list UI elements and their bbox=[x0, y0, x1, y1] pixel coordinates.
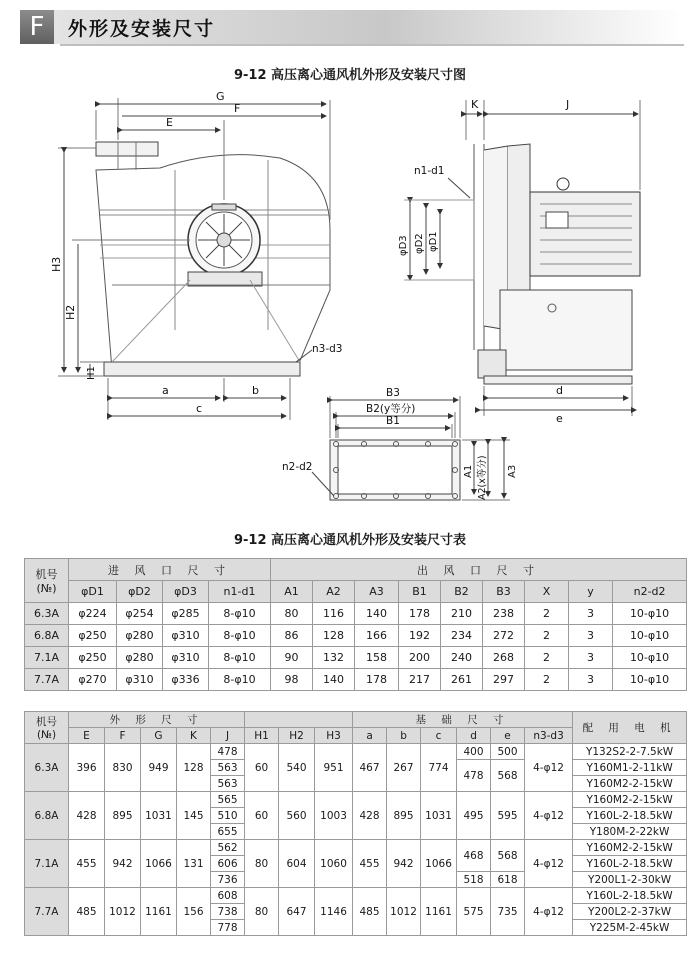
table-cell: H3 bbox=[315, 728, 353, 744]
table-cell: 510 bbox=[211, 808, 245, 824]
table-cell: F bbox=[105, 728, 141, 744]
table-cell: 2 bbox=[525, 603, 569, 625]
dim-K: K bbox=[471, 98, 479, 111]
table-cell: 562 bbox=[211, 840, 245, 856]
table-row bbox=[25, 603, 687, 625]
table-cell: 80 bbox=[245, 888, 279, 936]
table-cell: 478 bbox=[211, 744, 245, 760]
section-header bbox=[20, 10, 684, 44]
table-cell: φ270 bbox=[69, 669, 117, 691]
table-cell: 3 bbox=[569, 625, 613, 647]
table-cell: A2 bbox=[313, 581, 355, 603]
dim-a: a bbox=[162, 384, 169, 397]
table-cell: 3 bbox=[569, 669, 613, 691]
table-cell: φD2 bbox=[117, 581, 163, 603]
table-cell: 455 bbox=[353, 840, 387, 888]
dim-A1: A1 bbox=[463, 464, 474, 478]
table-cell: 895 bbox=[105, 792, 141, 840]
table-cell: 618 bbox=[491, 872, 525, 888]
table-row bbox=[25, 647, 687, 669]
dim-d: d bbox=[556, 384, 563, 397]
header-text: (№) bbox=[36, 729, 57, 741]
table-cell: 145 bbox=[177, 792, 211, 840]
table-cell: Y160M2-2-15kW bbox=[573, 776, 687, 792]
table-cell: X bbox=[525, 581, 569, 603]
table-cell: 4-φ12 bbox=[525, 792, 573, 840]
header-text: 机号 bbox=[36, 716, 57, 728]
table-cell: 156 bbox=[177, 888, 211, 936]
table-cell: 495 bbox=[457, 792, 491, 840]
table-cell: y bbox=[569, 581, 613, 603]
table-cell: 80 bbox=[245, 840, 279, 888]
table-cell: 267 bbox=[387, 744, 421, 792]
table-cell: 10-φ10 bbox=[613, 647, 687, 669]
table-cell: 210 bbox=[441, 603, 483, 625]
fan-drawings bbox=[0, 80, 700, 520]
table-cell: 606 bbox=[211, 856, 245, 872]
table-cell: 1161 bbox=[421, 888, 457, 936]
table-cell bbox=[245, 712, 353, 728]
table-cell: 10-φ10 bbox=[613, 603, 687, 625]
table-cell: φ310 bbox=[117, 669, 163, 691]
table-cell: φD1 bbox=[69, 581, 117, 603]
table-cell: 2 bbox=[525, 669, 569, 691]
table-cell: 4-φ12 bbox=[525, 840, 573, 888]
table-cell: e bbox=[491, 728, 525, 744]
table-cell: 217 bbox=[399, 669, 441, 691]
table-cell: 6.3A bbox=[25, 603, 69, 625]
table-cell: φ280 bbox=[117, 625, 163, 647]
table-row bbox=[25, 744, 687, 760]
table-cell: φ254 bbox=[117, 603, 163, 625]
table-cell: 178 bbox=[355, 669, 399, 691]
table-cell: 560 bbox=[279, 792, 315, 840]
t1-inlet-header: 进 风 口 尺 寸 bbox=[69, 559, 271, 581]
t2-motor-header: 配 用 电 机 bbox=[573, 712, 687, 744]
dim-A3: A3 bbox=[507, 464, 518, 478]
table-cell: φ310 bbox=[163, 647, 209, 669]
table-cell: 238 bbox=[483, 603, 525, 625]
outline-base-table bbox=[24, 711, 687, 936]
table-cell: 7.1A bbox=[25, 840, 69, 888]
motor-body bbox=[530, 192, 640, 276]
table-cell: 774 bbox=[421, 744, 457, 792]
table-cell: 86 bbox=[271, 625, 313, 647]
table-cell: 2 bbox=[525, 647, 569, 669]
table-cell: 10-φ10 bbox=[613, 625, 687, 647]
table-cell: 575 bbox=[457, 888, 491, 936]
table-cell: 942 bbox=[105, 840, 141, 888]
dim-c: c bbox=[196, 402, 203, 415]
table-cell: 7.7A bbox=[25, 669, 69, 691]
table-cell: φ285 bbox=[163, 603, 209, 625]
table-cell: 563 bbox=[211, 760, 245, 776]
table-cell: Y200L1-2-30kW bbox=[573, 872, 687, 888]
table-cell: 568 bbox=[491, 760, 525, 792]
outlet-flange bbox=[96, 142, 158, 156]
table-cell: 949 bbox=[141, 744, 177, 792]
table-cell: 8-φ10 bbox=[209, 669, 271, 691]
dim-D2: φD2 bbox=[414, 233, 425, 254]
table-cell: 131 bbox=[177, 840, 211, 888]
table-cell: 128 bbox=[177, 744, 211, 792]
table-cell: 478 bbox=[457, 760, 491, 792]
table-cell: 98 bbox=[271, 669, 313, 691]
dim-A2: A2(x等分) bbox=[477, 455, 488, 500]
table-cell: n2-d2 bbox=[613, 581, 687, 603]
figure-title: 9-12 高压离心通风机外形及安装尺寸图 bbox=[233, 68, 467, 83]
table-cell: 604 bbox=[279, 840, 315, 888]
t2-base-header: 基 础 尺 寸 bbox=[353, 712, 573, 728]
table-cell: 655 bbox=[211, 824, 245, 840]
table-cell: Y160L-2-18.5kW bbox=[573, 808, 687, 824]
table-cell: A1 bbox=[271, 581, 313, 603]
table-cell: 6.8A bbox=[25, 625, 69, 647]
table-cell: H2 bbox=[279, 728, 315, 744]
table-cell: 116 bbox=[313, 603, 355, 625]
table-cell: 736 bbox=[211, 872, 245, 888]
table-cell: 3 bbox=[569, 603, 613, 625]
t1-model-header bbox=[25, 559, 69, 603]
table-cell: b bbox=[387, 728, 421, 744]
table-cell: 4-φ12 bbox=[525, 888, 573, 936]
table-cell: B3 bbox=[483, 581, 525, 603]
table-cell: 565 bbox=[211, 792, 245, 808]
table-cell: 60 bbox=[245, 792, 279, 840]
dim-H2: H2 bbox=[64, 304, 77, 320]
table-cell: 200 bbox=[399, 647, 441, 669]
dim-n3-d3: n3-d3 bbox=[312, 343, 343, 355]
table-cell: 595 bbox=[491, 792, 525, 840]
table-cell: φ250 bbox=[69, 625, 117, 647]
table-cell: 240 bbox=[441, 647, 483, 669]
table-cell: 6.8A bbox=[25, 792, 69, 840]
table-cell: 4-φ12 bbox=[525, 744, 573, 792]
table-cell: 1161 bbox=[141, 888, 177, 936]
table-cell: 735 bbox=[491, 888, 525, 936]
table-cell: 6.3A bbox=[25, 744, 69, 792]
dim-B3: B3 bbox=[386, 387, 400, 399]
table-cell: 261 bbox=[441, 669, 483, 691]
table-cell: 1012 bbox=[387, 888, 421, 936]
table-cell: 1060 bbox=[315, 840, 353, 888]
dim-B1: B1 bbox=[386, 415, 400, 427]
table-cell: 518 bbox=[457, 872, 491, 888]
table-cell: 1012 bbox=[105, 888, 141, 936]
table-cell: 563 bbox=[211, 776, 245, 792]
table-cell: E bbox=[69, 728, 105, 744]
table-cell: 500 bbox=[491, 744, 525, 760]
table-title: 9-12 高压离心通风机外形及安装尺寸表 bbox=[233, 533, 467, 548]
table-cell: Y160M1-2-11kW bbox=[573, 760, 687, 776]
table-cell: Y225M-2-45kW bbox=[573, 920, 687, 936]
table-cell: 178 bbox=[399, 603, 441, 625]
table-cell: φ310 bbox=[163, 625, 209, 647]
table-cell: 568 bbox=[491, 840, 525, 872]
table-cell: 158 bbox=[355, 647, 399, 669]
t2-model-header bbox=[25, 712, 69, 744]
table-cell: n3-d3 bbox=[525, 728, 573, 744]
table-cell: 485 bbox=[353, 888, 387, 936]
table-cell: 128 bbox=[313, 625, 355, 647]
table-cell: 540 bbox=[279, 744, 315, 792]
t1-col-headers bbox=[25, 581, 687, 603]
inlet-outlet-table bbox=[24, 558, 687, 691]
table-cell: 272 bbox=[483, 625, 525, 647]
t1-outlet-header: 出 风 口 尺 寸 bbox=[271, 559, 687, 581]
table-cell: 8-φ10 bbox=[209, 603, 271, 625]
table-cell: 396 bbox=[69, 744, 105, 792]
dim-b: b bbox=[252, 384, 259, 397]
table-cell: 140 bbox=[313, 669, 355, 691]
table-cell: 951 bbox=[315, 744, 353, 792]
table-cell: 942 bbox=[387, 840, 421, 888]
header-text: (№) bbox=[36, 582, 57, 595]
dim-H1: H1 bbox=[86, 366, 97, 380]
table-cell: 1003 bbox=[315, 792, 353, 840]
table-cell: 8-φ10 bbox=[209, 647, 271, 669]
table-cell: 428 bbox=[69, 792, 105, 840]
table-cell: φ336 bbox=[163, 669, 209, 691]
table-cell: 192 bbox=[399, 625, 441, 647]
table-cell: 7.1A bbox=[25, 647, 69, 669]
table-row bbox=[25, 888, 687, 904]
table-cell: 455 bbox=[69, 840, 105, 888]
table-cell: c bbox=[421, 728, 457, 744]
table-cell: 90 bbox=[271, 647, 313, 669]
section-title: 外形及安装尺寸 bbox=[68, 18, 216, 40]
table-cell: 60 bbox=[245, 744, 279, 792]
table-cell: 647 bbox=[279, 888, 315, 936]
section-letter: F bbox=[20, 10, 54, 44]
table-cell: Y132S2-2-7.5kW bbox=[573, 744, 687, 760]
dim-B2: B2(y等分) bbox=[366, 403, 416, 415]
table-cell: 268 bbox=[483, 647, 525, 669]
table-cell: 830 bbox=[105, 744, 141, 792]
motor-pedestal bbox=[500, 290, 632, 370]
dim-e: e bbox=[556, 412, 563, 425]
dim-F: F bbox=[234, 102, 241, 115]
table-cell: 3 bbox=[569, 647, 613, 669]
table-cell: 234 bbox=[441, 625, 483, 647]
table-cell: φ280 bbox=[117, 647, 163, 669]
dim-D3: φD3 bbox=[398, 235, 409, 256]
table-row bbox=[25, 792, 687, 808]
table-cell: 738 bbox=[211, 904, 245, 920]
table-row bbox=[25, 625, 687, 647]
table-row bbox=[25, 669, 687, 691]
dim-D1: φD1 bbox=[428, 231, 439, 252]
table-cell: Y160M2-2-15kW bbox=[573, 792, 687, 808]
table-cell: 10-φ10 bbox=[613, 669, 687, 691]
table-cell: B2 bbox=[441, 581, 483, 603]
table-cell: Y160L-2-18.5kW bbox=[573, 888, 687, 904]
table-cell: Y200L2-2-37kW bbox=[573, 904, 687, 920]
table-cell: φ250 bbox=[69, 647, 117, 669]
dim-G: G bbox=[216, 90, 225, 103]
table-cell: 7.7A bbox=[25, 888, 69, 936]
inlet-cone bbox=[474, 144, 484, 350]
table-cell: 2 bbox=[525, 625, 569, 647]
table-cell: K bbox=[177, 728, 211, 744]
table-cell: φ224 bbox=[69, 603, 117, 625]
table-cell: 140 bbox=[355, 603, 399, 625]
table-cell: H1 bbox=[245, 728, 279, 744]
table-cell: φD3 bbox=[163, 581, 209, 603]
header-underline bbox=[60, 44, 684, 46]
table-row bbox=[25, 840, 687, 856]
table-cell: 80 bbox=[271, 603, 313, 625]
table-cell: 8-φ10 bbox=[209, 625, 271, 647]
t2-outline-header: 外 形 尺 寸 bbox=[69, 712, 245, 728]
dim-n1-d1: n1-d1 bbox=[414, 165, 445, 177]
table-cell: d bbox=[457, 728, 491, 744]
table-cell: 1031 bbox=[421, 792, 457, 840]
table-cell: 166 bbox=[355, 625, 399, 647]
table-cell: G bbox=[141, 728, 177, 744]
table-cell: 485 bbox=[69, 888, 105, 936]
table-cell: 1146 bbox=[315, 888, 353, 936]
table-cell: Y160M2-2-15kW bbox=[573, 840, 687, 856]
table-cell: B1 bbox=[399, 581, 441, 603]
table-cell: 400 bbox=[457, 744, 491, 760]
dim-H3: H3 bbox=[50, 256, 63, 272]
table-cell: 1066 bbox=[421, 840, 457, 888]
lifting-eye bbox=[557, 178, 569, 190]
table-cell: A3 bbox=[355, 581, 399, 603]
dim-J: J bbox=[566, 98, 570, 111]
table-cell: 1031 bbox=[141, 792, 177, 840]
table-cell: 608 bbox=[211, 888, 245, 904]
header-text: 机号 bbox=[35, 568, 58, 581]
table-cell: 297 bbox=[483, 669, 525, 691]
table-cell: 778 bbox=[211, 920, 245, 936]
table-cell: 895 bbox=[387, 792, 421, 840]
table-cell: J bbox=[211, 728, 245, 744]
side-view bbox=[398, 98, 640, 425]
table-cell: 468 bbox=[457, 840, 491, 872]
front-view bbox=[50, 90, 342, 420]
table-cell: 132 bbox=[313, 647, 355, 669]
table-cell: 467 bbox=[353, 744, 387, 792]
dim-n2-d2: n2-d2 bbox=[282, 461, 313, 473]
table-cell: Y180M-2-22kW bbox=[573, 824, 687, 840]
table-cell: 1066 bbox=[141, 840, 177, 888]
table-cell: Y160L-2-18.5kW bbox=[573, 856, 687, 872]
front-base bbox=[104, 362, 300, 376]
table-cell: 428 bbox=[353, 792, 387, 840]
table-cell: n1-d1 bbox=[209, 581, 271, 603]
dim-E: E bbox=[166, 116, 173, 129]
outlet-flange-view bbox=[282, 387, 518, 500]
table-cell: a bbox=[353, 728, 387, 744]
